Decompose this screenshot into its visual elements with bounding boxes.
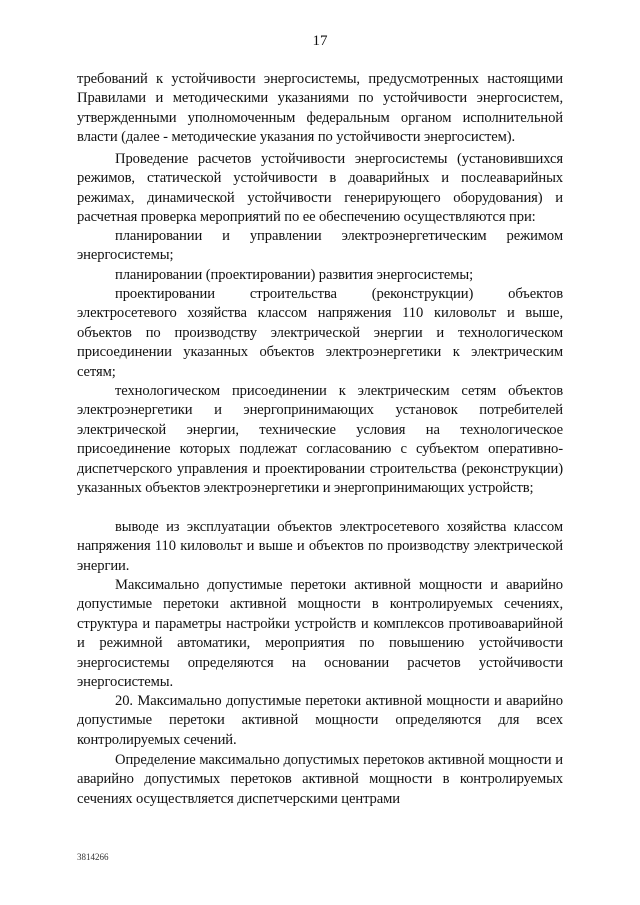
paragraph-definition: Определение максимально допустимых перетоков активной мощности и аварийно допустимых перетоков активной мощности в контролируемых сечениях осуществляется диспетчерскими центрами xyxy=(77,752,563,807)
list-item-development-planning: планировании (проектировании) развития энергосистемы; xyxy=(115,267,474,283)
list-item-decommissioning: выводе из эксплуатации объектов электросетевого хозяйства классом напряжения 110 киловольт и выше и объектов по производству электрической энергии. xyxy=(77,519,563,574)
paragraph-max-power-flows: Максимально допустимые перетоки активной мощности и аварийно допустимые перетоки активной мощности в контролируемых сечениях, структура и параметры настройки устройств и комплексов противоаварийной и режимной автоматики, мероприятия по повышению устойчивости энергосистемы определяются на основании расчетов устойчивости энергосистемы. xyxy=(77,577,563,691)
paragraph-continuation: требований к устойчивости энергосистемы, предусмотренных настоящими Правилами и методическими указаниями по устойчивости энергосистем, утвержденными уполномоченным федеральным органом исполнительной власти (далее - методические указания по устойчивости энергосистем). xyxy=(77,71,563,146)
list-item-construction-design: проектировании строительства (реконструкции) объектов электросетевого хозяйства классом напряжения 110 киловольт и выше, объектов по производству электрической энергии и технологическом присоединении указанных объектов электроэнергетики к электрическим сетям; xyxy=(77,286,563,380)
paragraph-section-20: 20. Максимально допустимые перетоки активной мощности и аварийно допустимые перетоки активной мощности определяются для всех контролируемых сечений. xyxy=(77,693,563,748)
document-code: 3814266 xyxy=(77,852,109,862)
paragraph-stability-calculations: Проведение расчетов устойчивости энергосистемы (установившихся режимов, статической устойчивости в доаварийных и послеаварийных режимах, динамической устойчивости генерирующего оборудования) и расчетная проверка мероприятий по ее обеспечению осуществляются при: xyxy=(77,151,563,226)
page-number: 17 xyxy=(312,33,328,49)
list-item-planning-management: планировании и управлении электроэнергетическим режимом энергосистемы; xyxy=(77,228,563,264)
list-item-grid-connection: технологическом присоединении к электрическим сетям объектов электроэнергетики и энергопринимающих установок потребителей электрической энергии, технические условия на технологическое присоединение которых подлежат согласованию с субъектом оперативно-диспетчерского управления и проектировании строительства (реконструкции) указанных объектов электроэнергетики и энергопринимающих устройств; xyxy=(77,383,563,497)
